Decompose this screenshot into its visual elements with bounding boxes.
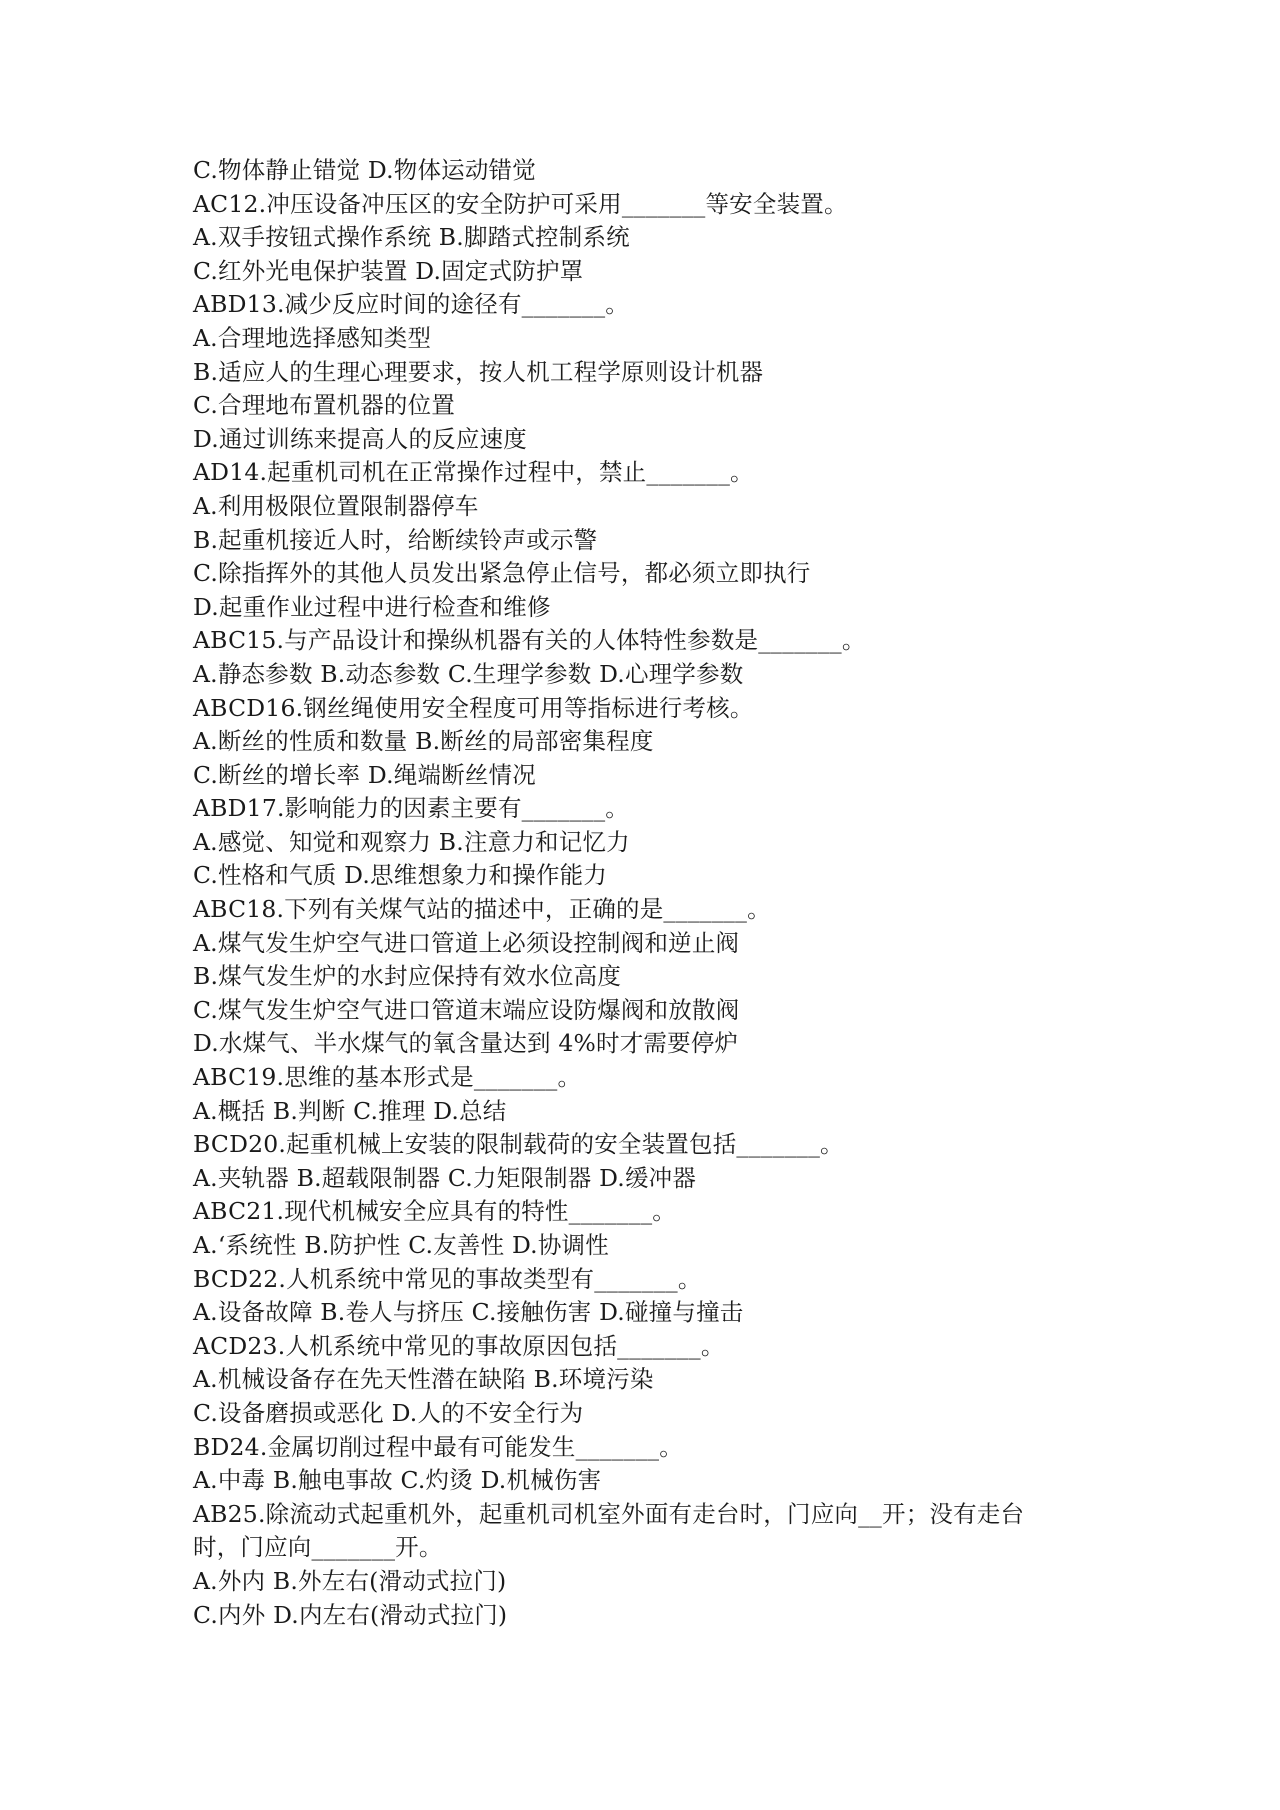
text-line: C.红外光电保护装置 D.固定式防护罩	[193, 256, 584, 285]
text-line: C.性格和气质 D.思维想象力和操作能力	[193, 861, 608, 890]
text-line: C.内外 D.内左右(滑动式拉门)	[193, 1600, 508, 1629]
text-line: D.通过训练来提高人的反应速度	[193, 424, 527, 453]
question-13: ABD13.减少反应时间的途径有_______。	[193, 290, 630, 319]
question-14: AD14.起重机司机在正常操作过程中，禁止_______。	[193, 458, 754, 487]
document-body	[193, 154, 1103, 1632]
question-20: BCD20.起重机械上安装的限制载荷的安全装置包括_______。	[193, 1130, 844, 1159]
question-25: AB25.除流动式起重机外，起重机司机室外面有走台时，门应向__开；没有走台	[193, 1499, 1025, 1528]
text-line: B.煤气发生炉的水封应保持有效水位高度	[193, 962, 622, 991]
text-line: A.感觉、知觉和观察力 B.注意力和记忆力	[193, 827, 630, 856]
text-line: A.断丝的性质和数量 B.断丝的局部密集程度	[193, 727, 654, 756]
text-line: A.静态参数 B.动态参数 C.生理学参数 D.心理学参数	[193, 659, 744, 688]
text-line: B.起重机接近人时，给断续铃声或示警	[193, 525, 598, 554]
text-line: C.断丝的增长率 D.绳端断丝情况	[193, 760, 536, 789]
question-18: ABC18.下列有关煤气站的描述中，正确的是_______。	[193, 895, 771, 924]
question-16: ABCD16.钢丝绳使用安全程度可用等指标进行考核。	[193, 693, 754, 722]
text-line: A.机械设备存在先天性潜在缺陷 B.环境污染	[193, 1365, 654, 1394]
question-17: ABD17.影响能力的因素主要有_______。	[193, 794, 630, 823]
text-line: 时，门应向_______开。	[193, 1533, 443, 1562]
text-line: A.合理地选择感知类型	[193, 323, 432, 352]
text-line: B.适应人的生理心理要求，按人机工程学原则设计机器	[193, 357, 764, 386]
text-line: D.水煤气、半水煤气的氧含量达到 4%时才需要停炉	[193, 1029, 739, 1058]
question-22: BCD22.人机系统中常见的事故类型有_______。	[193, 1264, 702, 1293]
text-line: C.物体静止错觉 D.物体运动错觉	[193, 156, 536, 184]
question-21: ABC21.现代机械安全应具有的特性_______。	[193, 1197, 676, 1226]
question-19: ABC19.思维的基本形式是_______。	[193, 1063, 582, 1092]
text-line: C.合理地布置机器的位置	[193, 391, 456, 420]
text-line: C.煤气发生炉空气进口管道末端应设防爆阀和放散阀	[193, 995, 740, 1024]
text-line: C.除指挥外的其他人员发出紧急停止信号，都必须立即执行	[193, 559, 811, 588]
text-line: A.双手按钮式操作系统 B.脚踏式控制系统	[193, 223, 630, 252]
text-line: A.中毒 B.触电事故 C.灼烫 D.机械伤害	[193, 1466, 602, 1495]
text-line: A.煤气发生炉空气进口管道上必须设控制阀和逆止阀	[193, 928, 740, 957]
text-line: A.外内 B.外左右(滑动式拉门)	[193, 1566, 507, 1595]
text-line: A.‘系统性 B.防护性 C.友善性 D.协调性	[193, 1231, 609, 1259]
question-15: ABC15.与产品设计和操纵机器有关的人体特性参数是_______。	[193, 626, 866, 655]
text-line: A.利用极限位置限制器停车	[193, 491, 479, 520]
text-line: A.设备故障 B.卷人与挤压 C.接触伤害 D.碰撞与撞击	[193, 1298, 744, 1327]
question-23: ACD23.人机系统中常见的事故原因包括_______。	[193, 1331, 725, 1360]
question-24: BD24.金属切削过程中最有可能发生_______。	[193, 1432, 683, 1461]
question-12: AC12.冲压设备冲压区的安全防护可采用_______等安全装置。	[193, 189, 848, 218]
text-line: C.设备磨损或恶化 D.人的不安全行为	[193, 1398, 584, 1427]
text-line: A.概括 B.判断 C.推理 D.总结	[193, 1096, 507, 1125]
text-line: A.夹轨器 B.超载限制器 C.力矩限制器 D.缓冲器	[193, 1163, 697, 1192]
text-line: D.起重作业过程中进行检查和维修	[193, 592, 551, 621]
